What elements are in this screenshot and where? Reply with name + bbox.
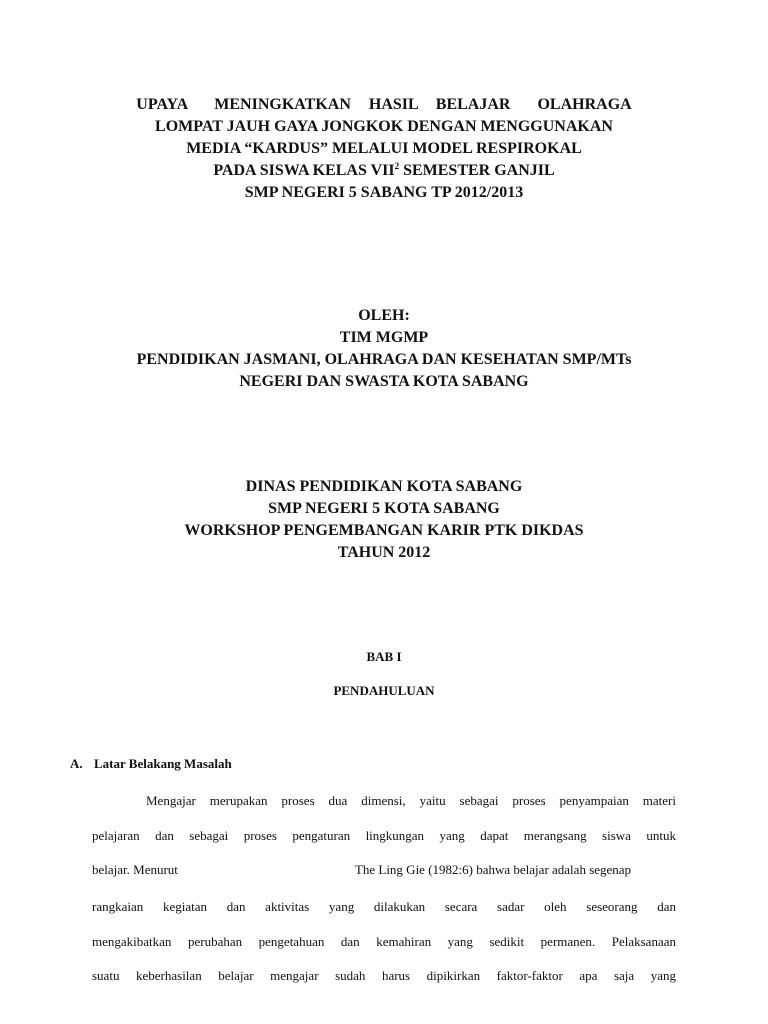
title-line-4-end: SEMESTER GANJIL [399, 162, 555, 179]
paragraph-line-3-start: belajar. Menurut [92, 862, 178, 877]
chapter-number: BAB I [366, 649, 402, 664]
class-superscript: 2 [394, 161, 400, 171]
team-subject: PENDIDIKAN JASMANI, OLAHRAGA DAN KESEHATAN SMP/MTs [136, 351, 632, 368]
title-line-5: SMP NEGERI 5 SABANG TP 2012/2013 [244, 184, 524, 201]
paragraph-line-1: Mengajar merupakan proses dua dimensi, yaitu sebagai proses penyampaian materi [146, 793, 676, 808]
institution-line-1: DINAS PENDIDIKAN KOTA SABANG [245, 478, 523, 495]
paragraph-line-4: rangkaian kegiatan dan aktivitas yang dilakukan secara sadar oleh seseorang dan [92, 899, 676, 914]
paragraph-line-5: mengakibatkan perubahan pengetahuan dan kemahiran yang sedikit permanen. Pelaksanaan [92, 934, 676, 949]
institution-line-2: SMP NEGERI 5 KOTA SABANG [268, 500, 500, 517]
author-block [0, 305, 768, 393]
institution-line-3: WORKSHOP PENGEMBANGAN KARIR PTK DIKDAS [184, 522, 584, 539]
section-title: Latar Belakang Masalah [94, 756, 232, 771]
document-title [0, 94, 768, 204]
paragraph-line-3 [92, 861, 676, 879]
title-line-2: LOMPAT JAUH GAYA JONGKOK DENGAN MENGGUNAKAN [155, 118, 613, 135]
title-line-1: UPAYA MENINGKATKAN HASIL BELAJAR OLAHRAGA [136, 96, 632, 113]
team-name: TIM MGMP [339, 329, 429, 346]
team-region: NEGERI DAN SWASTA KOTA SABANG [239, 373, 529, 390]
title-line-4-main: PADA SISWA KELAS VII [213, 162, 395, 179]
oleh-label: OLEH: [358, 307, 410, 324]
paragraph-line-2: pelajaran dan sebagai proses pengaturan lingkungan yang dapat merangsang siswa untuk [92, 828, 676, 843]
section-heading [70, 755, 232, 773]
paragraph-line-6: suatu keberhasilan belajar mengajar sudah harus dipikirkan faktor-faktor apa saja yang [92, 968, 676, 983]
institution-line-4: TAHUN 2012 [337, 544, 431, 561]
paragraph-line-3-end: The Ling Gie (1982:6) bahwa belajar adalah segenap [354, 862, 632, 877]
title-line-3: MEDIA “KARDUS” MELALUI MODEL RESPIROKAL [186, 140, 582, 157]
institution-block [0, 476, 768, 564]
title-line-4 [0, 160, 768, 182]
section-number: A. [70, 756, 83, 771]
chapter-title: PENDAHULUAN [333, 683, 435, 698]
